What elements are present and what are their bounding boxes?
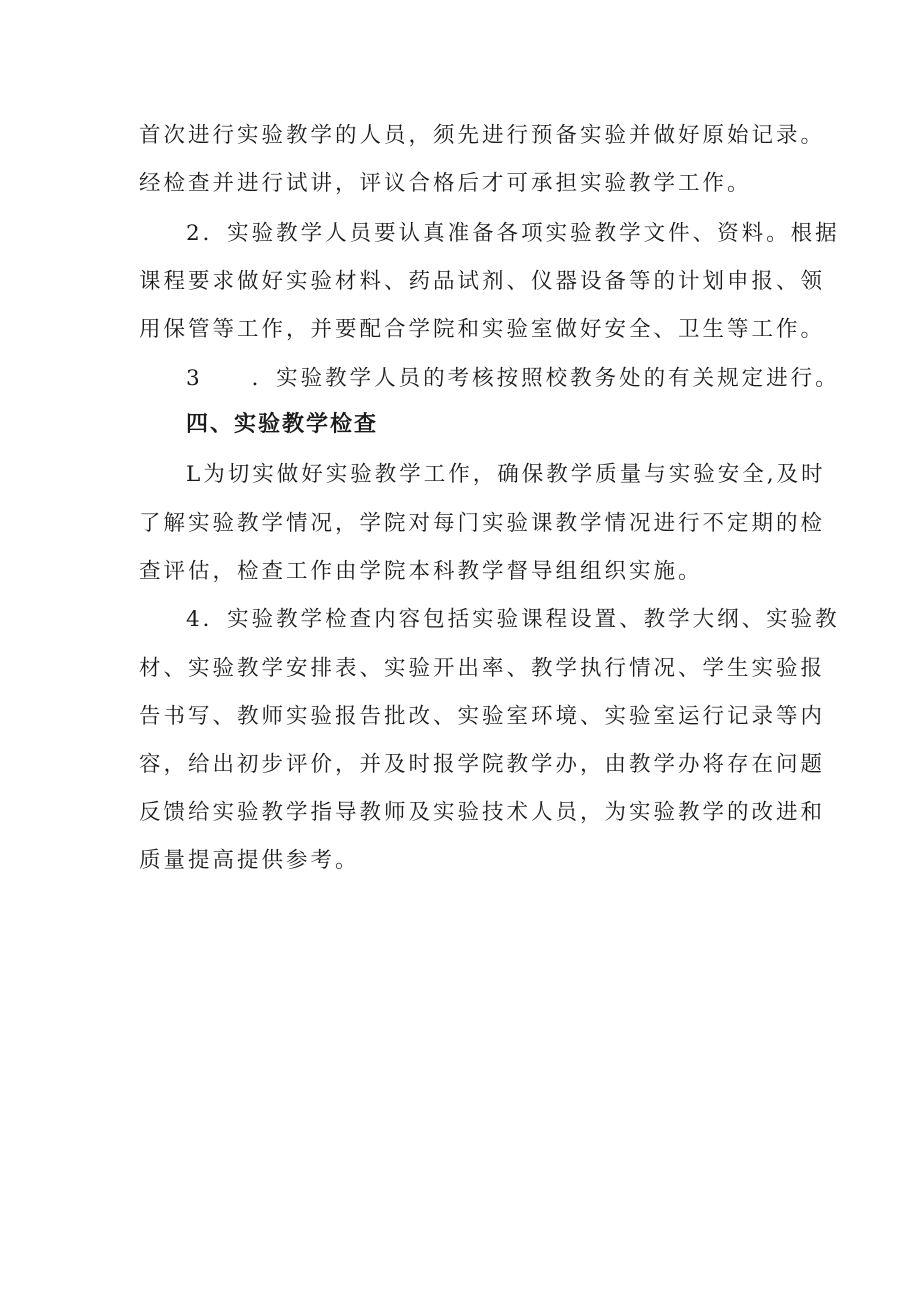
paragraph-4-line-3: 查评估，检查工作由学院本科教学督导组组织实施。 (139, 559, 703, 584)
paragraph-1-line-2: 经检查并进行试讲，评议合格后才可承担实验教学工作。 (139, 171, 752, 196)
paragraph-5-line-5: 反馈给实验教学指导教师及实验技术人员，为实验教学的改进和 (139, 800, 826, 825)
paragraph-5-line-6: 质量提高提供参考。 (139, 848, 360, 873)
paragraph-4-line-2: 了解实验教学情况，学院对每门实验课教学情况进行不定期的检 (139, 511, 826, 536)
paragraph-5-line-4: 容，给出初步评价，并及时报学院教学办，由教学办将存在问题 (139, 752, 826, 777)
paragraph-5-line-3: 告书写、教师实验报告批改、实验室环境、实验室运行记录等内 (139, 704, 826, 729)
paragraph-3-line-1: 3 ．实验教学人员的考核按照校教务处的有关规定进行。 (186, 366, 840, 391)
paragraph-2-line-3: 用保管等工作，并要配合学院和实验室做好安全、卫生等工作。 (139, 317, 826, 342)
paragraph-4-line-1: L为切实做好实验教学工作，确保教学质量与实验安全,及时 (186, 462, 826, 487)
paragraph-2-line-2: 课程要求做好实验材料、药品试剂、仪器设备等的计划申报、领 (139, 269, 826, 294)
paragraph-1-line-1: 首次进行实验教学的人员，须先进行预备实验并做好原始记录。 (139, 123, 826, 148)
section-heading: 四、实验教学检查 (186, 412, 379, 437)
paragraph-5-line-2: 材、实验教学安排表、实验开出率、教学执行情况、学生实验报 (139, 656, 826, 681)
paragraph-5-line-1: 4．实验教学检查内容包括实验课程设置、教学大纲、实验教 (186, 607, 840, 632)
paragraph-2-line-1: 2．实验教学人员要认真准备各项实验教学文件、资料。根据 (186, 221, 840, 246)
